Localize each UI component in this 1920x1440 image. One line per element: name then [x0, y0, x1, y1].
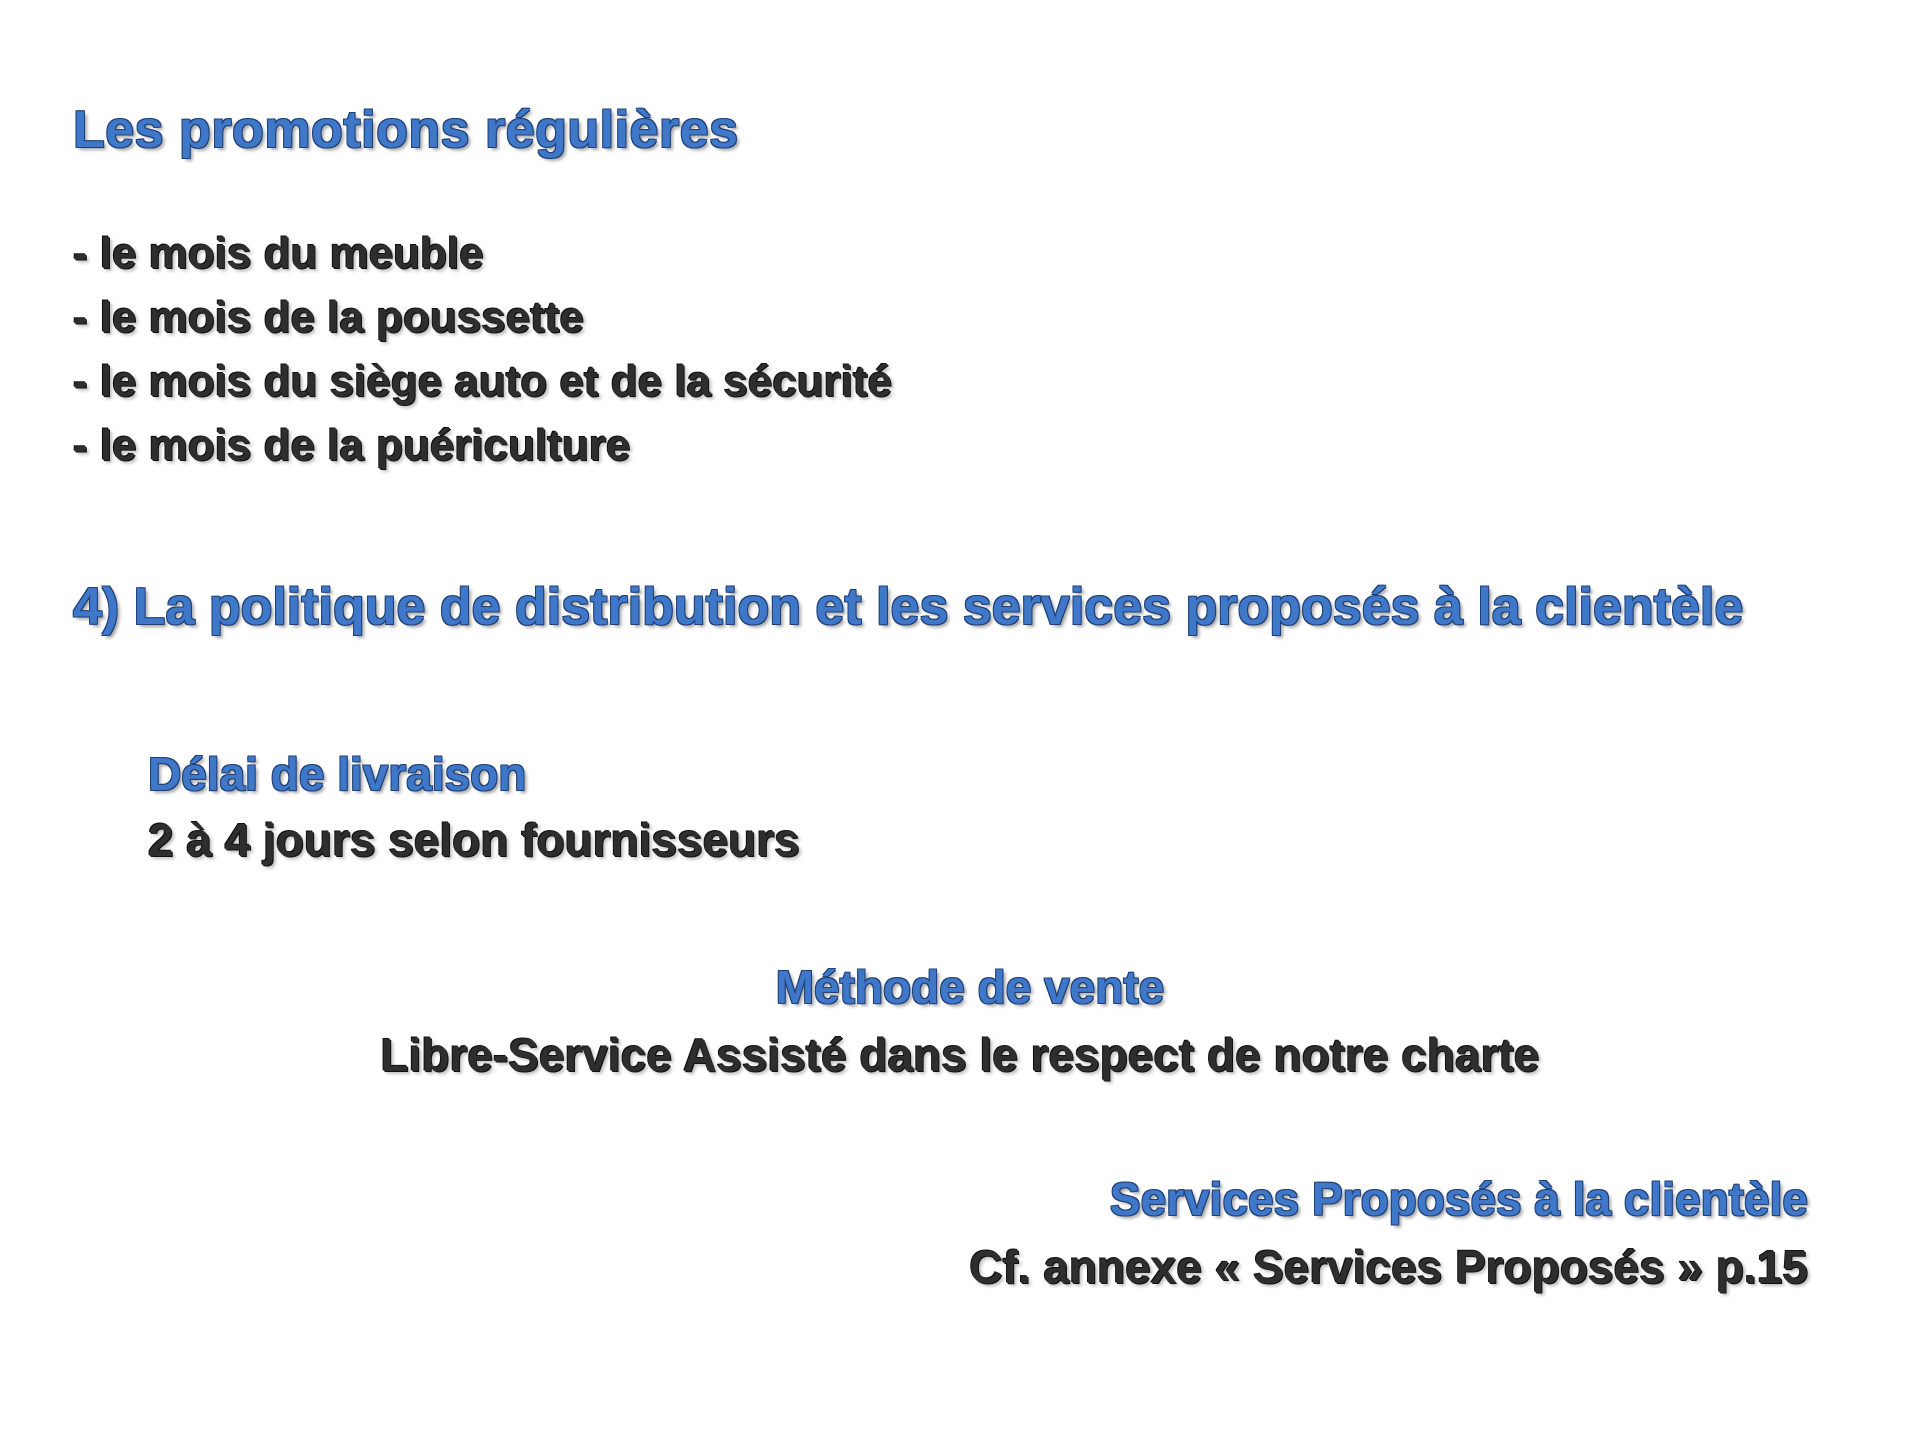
list-item: - le mois du meuble [73, 229, 484, 278]
sales-method-title: Méthode de vente [775, 961, 1165, 1013]
distribution-heading: 4) La politique de distribution et les services proposés à la clientèle [73, 578, 1744, 636]
sales-method-text: Libre-Service Assisté dans le respect de notre charte [380, 1029, 1540, 1081]
list-item: - le mois de la puériculture [73, 421, 631, 470]
services-section [969, 1166, 1808, 1302]
delivery-text: 2 à 4 jours selon fournisseurs [148, 814, 800, 866]
list-item: - le mois du siège auto et de la sécurité [73, 357, 893, 406]
delivery-title: Délai de livraison [148, 748, 527, 800]
services-title: Services Proposés à la clientèle [1109, 1173, 1808, 1225]
promotions-heading: Les promotions régulières [73, 101, 739, 159]
sales-method-section [0, 954, 1920, 1090]
promotions-list [73, 222, 892, 478]
services-text: Cf. annexe « Services Proposés » p.15 [969, 1241, 1808, 1293]
delivery-section [148, 742, 800, 874]
list-item: - le mois de la poussette [73, 293, 585, 342]
